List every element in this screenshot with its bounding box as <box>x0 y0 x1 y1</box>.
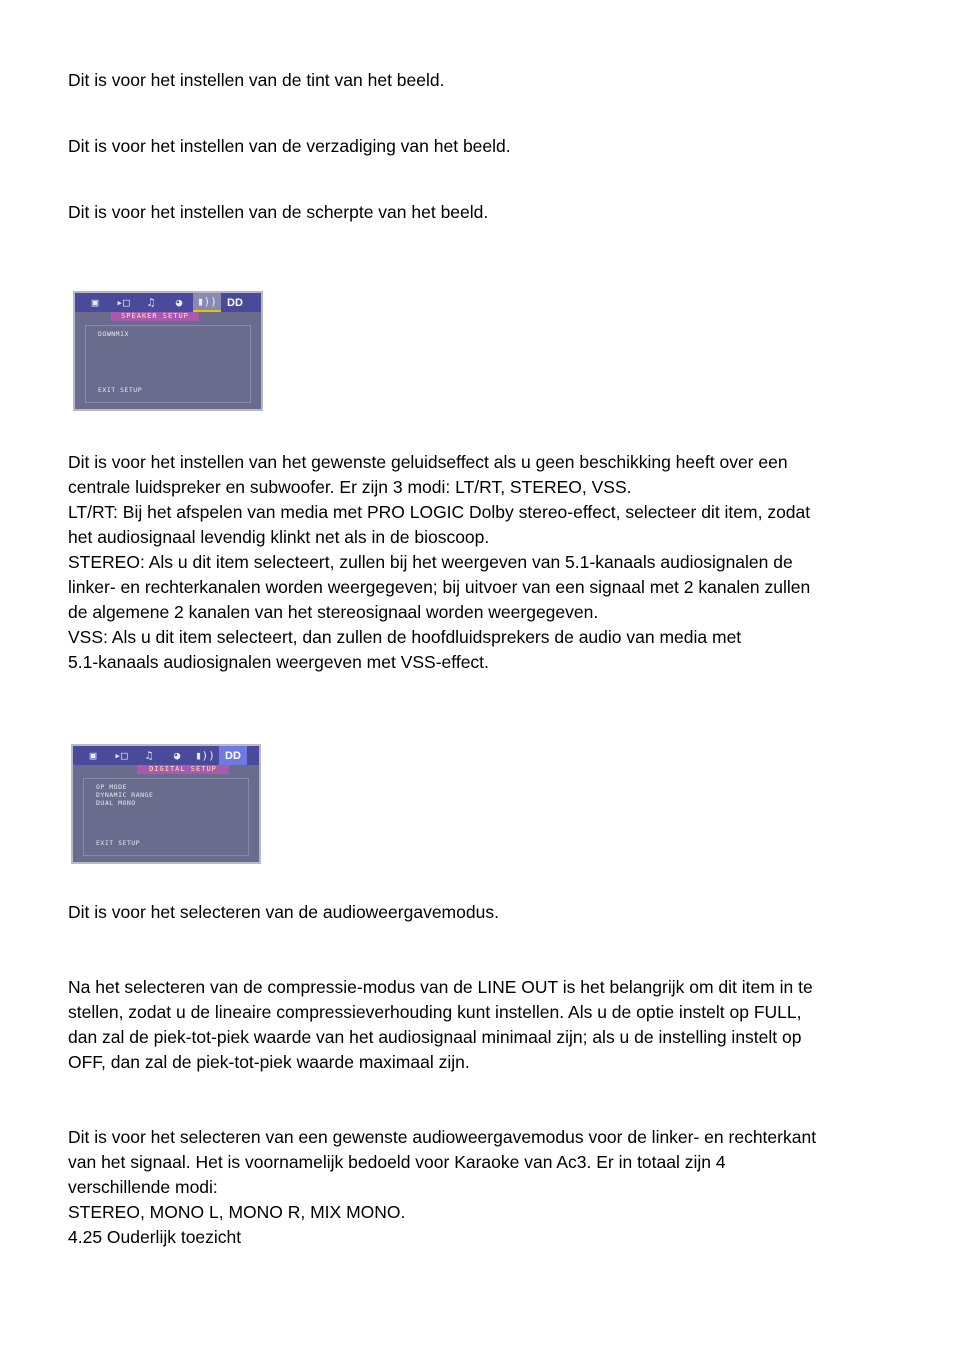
text-line: het audiosignaal levendig klinkt net als in de bioscoop. <box>68 527 490 547</box>
menu-item-dynamic-range: DYNAMIC RANGE <box>96 791 154 799</box>
text-line: van het signaal. Het is voornamelijk bedoeld voor Karaoke van Ac3. Er in totaal zijn 4 <box>68 1152 726 1172</box>
text-line: Dit is voor het instellen van het gewenste geluidseffect als u geen beschikking heeft over een <box>68 452 788 472</box>
dolby-digital-tab: DD <box>219 746 247 765</box>
menu-tab-bar <box>73 746 259 765</box>
audio-setup-icon: ♫ <box>147 296 155 309</box>
preference-icon: ◕ <box>175 296 183 309</box>
menu-item-op-mode: OP MODE <box>96 783 127 791</box>
text-line: dan zal de piek-tot-piek waarde van het audiosignaal minimaal zijn; als u de instelling instelt op <box>68 1027 802 1047</box>
text-line: STEREO, MONO L, MONO R, MIX MONO. <box>68 1202 406 1222</box>
audio-setup-icon: ♫ <box>145 749 153 762</box>
preference-icon: ◕ <box>173 749 181 762</box>
speaker-setup-screenshot <box>73 291 263 411</box>
text-line: Dit is voor het selecteren van een gewenste audioweergavemodus voor de linker- en rechterkant <box>68 1127 817 1147</box>
dolby-digital-tab: DD <box>227 296 243 309</box>
text-line: STEREO: Als u dit item selecteert, zullen bij het weergeven van 5.1-kanaals audiosignalen de <box>68 552 793 572</box>
menu-title: SPEAKER SETUP <box>111 312 199 321</box>
sharpness-description <box>68 200 898 225</box>
text-line: LT/RT: Bij het afspelen van media met PRO LOGIC Dolby stereo-effect, selecteer dit item, zodat <box>68 502 811 522</box>
text-line: Dit is voor het instellen van de scherpte van het beeld. <box>68 202 489 222</box>
text-line: Na het selecteren van de compressie-modus van de LINE OUT is het belangrijk om dit item in te <box>68 977 813 997</box>
menu-body <box>83 778 249 856</box>
speaker-icon: ▮)) <box>195 749 215 762</box>
video-setup-icon: ▸□ <box>116 296 130 309</box>
hue-description <box>68 68 898 93</box>
menu-tab-bar <box>75 293 261 312</box>
text-line: de algemene 2 kanalen van het stereosignaal worden weergegeven. <box>68 602 599 622</box>
video-setup-icon: ▸□ <box>114 749 128 762</box>
digital-setup-screenshot <box>71 744 261 864</box>
text-line: Dit is voor het instellen van de verzadiging van het beeld. <box>68 136 511 156</box>
text-line: 5.1-kanaals audiosignalen weergeven met VSS-effect. <box>68 652 489 672</box>
menu-body <box>85 325 251 403</box>
text-line: linker- en rechterkanalen worden weergegeven; bij uitvoer van een signaal met 2 kanalen zullen <box>68 577 811 597</box>
text-line: Dit is voor het selecteren van de audioweergavemodus. <box>68 902 499 922</box>
dynamic-range-description <box>68 975 898 1075</box>
menu-item-dual-mono: DUAL MONO <box>96 799 136 807</box>
general-setup-icon: ▣ <box>91 296 99 309</box>
text-line: stellen, zodat u de lineaire compressieverhouding kunt instellen. Als u de optie instelt op FULL, <box>68 1002 802 1022</box>
general-setup-icon: ▣ <box>89 749 97 762</box>
text-line: OFF, dan zal de piek-tot-piek waarde maximaal zijn. <box>68 1052 470 1072</box>
speaker-icon: ▮)) <box>193 293 221 312</box>
op-mode-description <box>68 900 898 925</box>
menu-title: DIGITAL SETUP <box>137 765 229 774</box>
text-line: verschillende modi: <box>68 1177 218 1197</box>
text-line: VSS: Als u dit item selecteert, dan zullen de hoofdluidsprekers de audio van media met <box>68 627 742 647</box>
dual-mono-description <box>68 1125 898 1250</box>
downmix-description <box>68 450 898 675</box>
section-heading: 4.25 Ouderlijk toezicht <box>68 1227 242 1247</box>
menu-item-downmix: DOWNMIX <box>98 330 129 338</box>
saturation-description <box>68 134 898 159</box>
menu-exit-setup: EXIT SETUP <box>96 839 141 847</box>
text-line: Dit is voor het instellen van de tint van het beeld. <box>68 70 445 90</box>
text-line: centrale luidspreker en subwoofer. Er zijn 3 modi: LT/RT, STEREO, VSS. <box>68 477 632 497</box>
menu-exit-setup: EXIT SETUP <box>98 386 143 394</box>
